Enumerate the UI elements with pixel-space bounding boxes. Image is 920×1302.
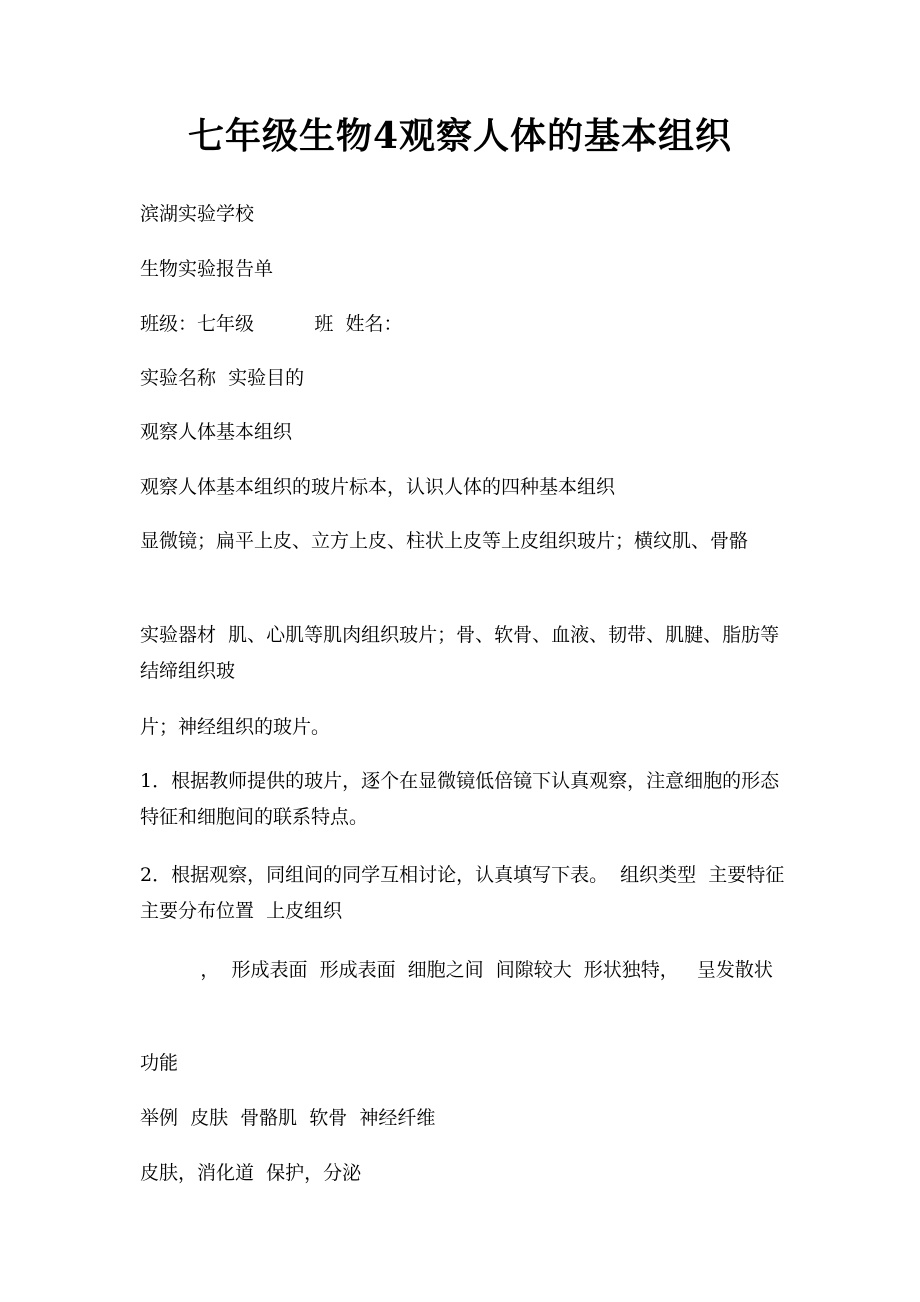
experiment-name: 观察人体基本组织: [140, 421, 293, 443]
experiment-purpose: 观察人体基本组织的玻片标本，认识人体的四种基本组织: [140, 476, 616, 498]
step-1: 1．根据教师提供的玻片，逐个在显微镜低倍镜下认真观察，注意细胞的形态特征和细胞间的联系特点。: [140, 770, 780, 828]
examples-row: 举例 皮肤 骨骼肌 软骨 神经纤维: [140, 1107, 436, 1129]
equipment-line-1: 显微镜；扁平上皮、立方上皮、柱状上皮等上皮组织玻片；横纹肌、骨骼: [140, 530, 749, 552]
report-heading: 生物实验报告单: [140, 258, 274, 280]
experiment-name-purpose-label: 实验名称 实验目的: [140, 367, 305, 389]
school-name: 滨湖实验学校: [140, 203, 255, 225]
table-features-row: ， 形成表面 形成表面 细胞之间 间隙较大 形状独特， 呈发散状: [140, 959, 773, 981]
document-title: 七年级生物4观察人体的基本组织: [187, 115, 733, 157]
class-name-line: 班级：七年级 班 姓名：: [140, 313, 403, 335]
function-row: 皮肤，消化道 保护，分泌: [140, 1162, 362, 1184]
equipment-line-3: 片；神经组织的玻片。: [140, 716, 331, 738]
step-2: 2．根据观察，同组间的同学互相讨论，认真填写下表。 组织类型 主要特征 主要分布位置 上皮组织: [140, 864, 797, 922]
equipment-line-2: 实验器材 肌、心肌等肌肉组织玻片；骨、软骨、血液、韧带、肌腱、脂肪等结缔组织玻: [140, 624, 780, 682]
function-label: 功能: [140, 1052, 179, 1074]
